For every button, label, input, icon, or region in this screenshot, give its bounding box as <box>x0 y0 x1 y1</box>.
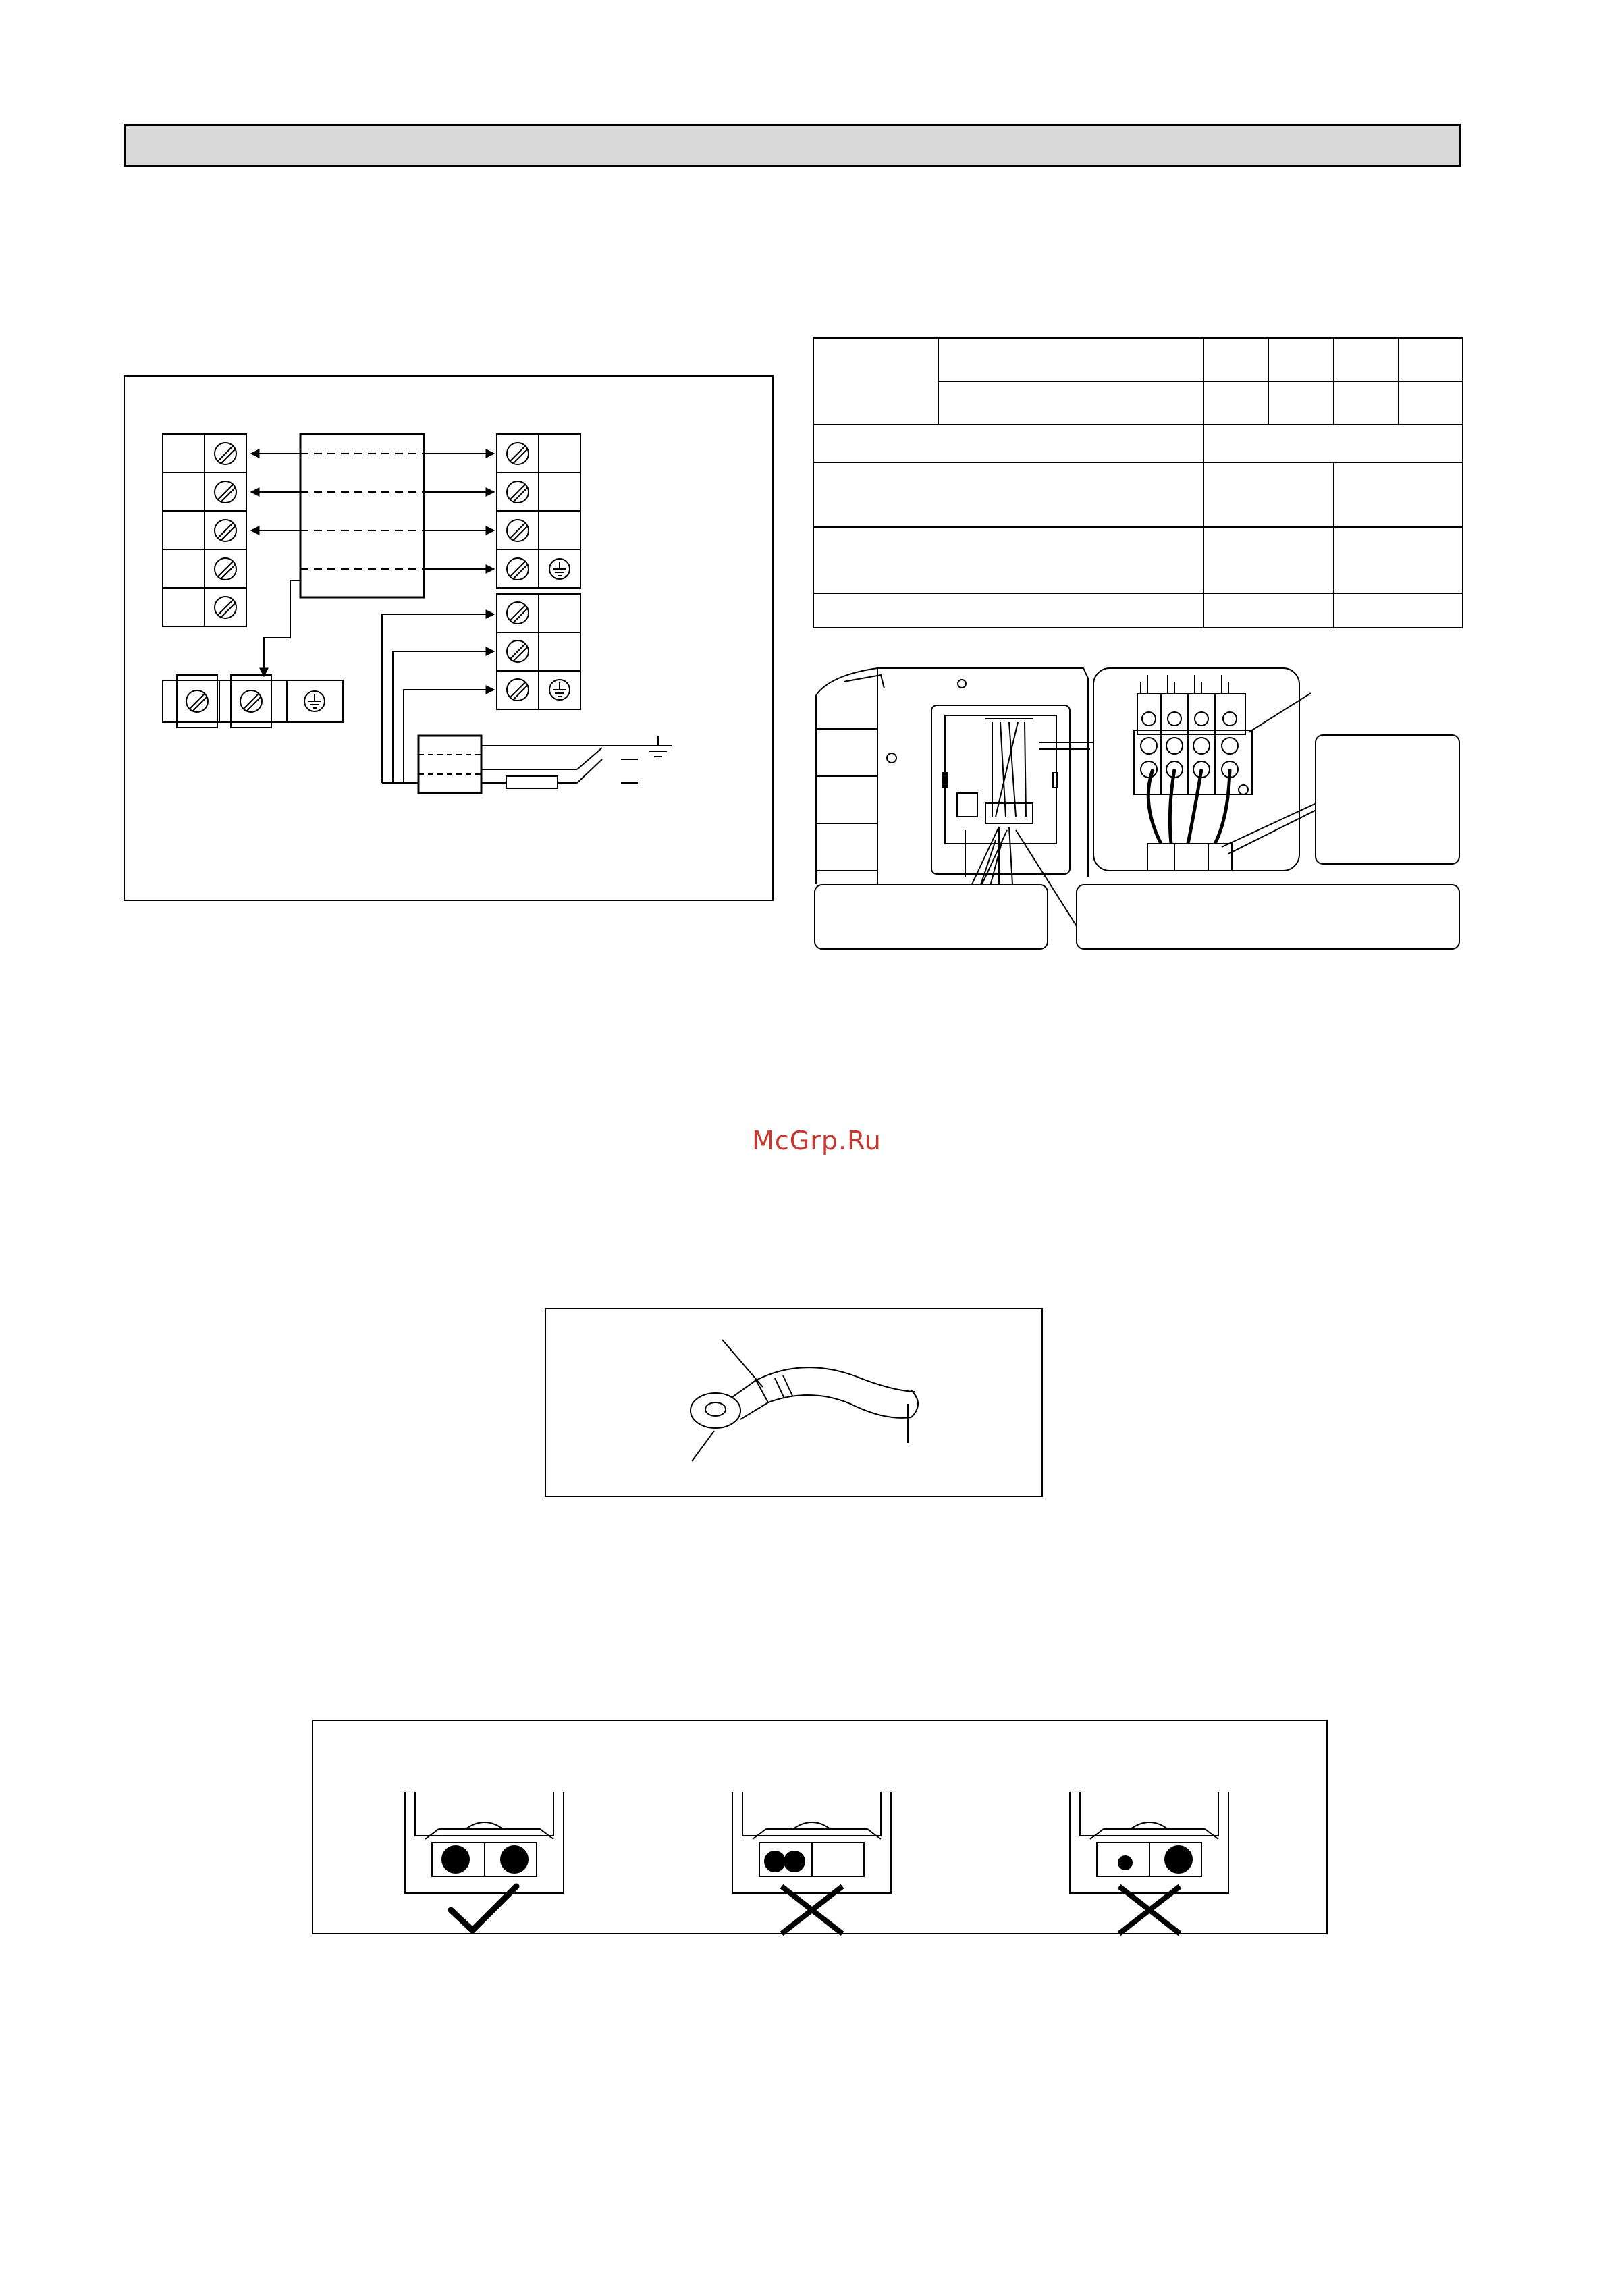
terminal-example-wrong-same-side <box>732 1792 891 1934</box>
terminal-example-wrong-different-size <box>1070 1792 1228 1934</box>
terminal-example-correct <box>405 1792 564 1930</box>
watermark-text: McGrp.Ru <box>752 1126 882 1155</box>
